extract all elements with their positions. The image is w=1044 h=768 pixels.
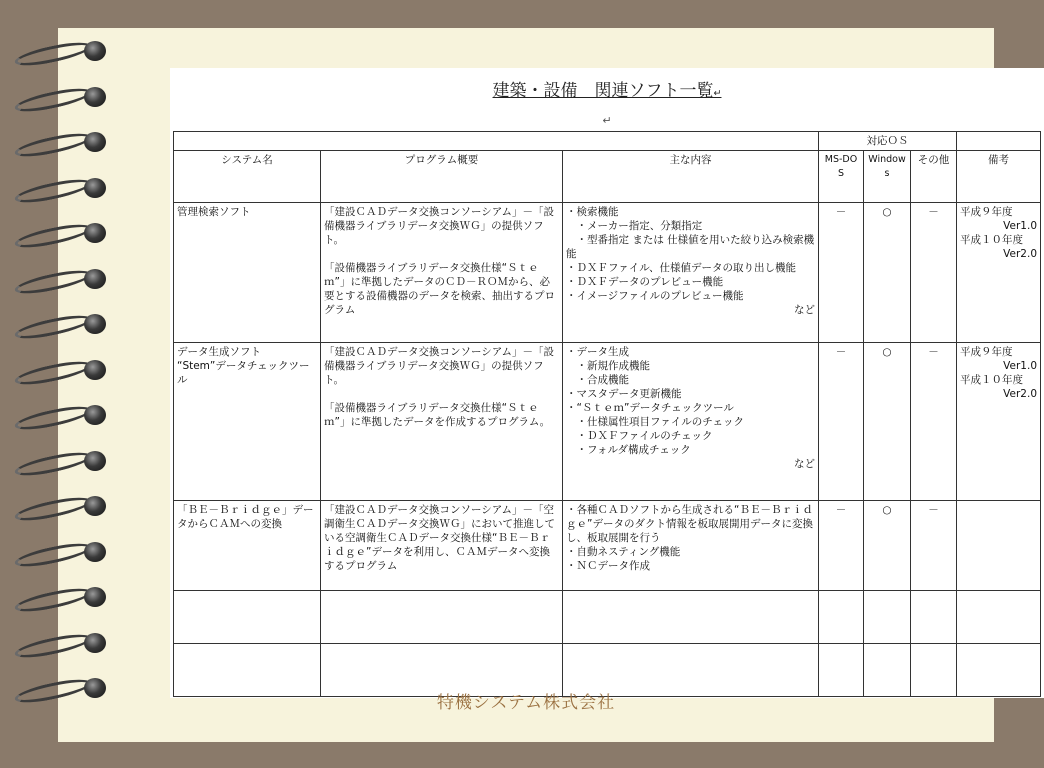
content-line: ・仕様属性項目ファイルのチェック bbox=[566, 416, 744, 428]
content-line: ・“Ｓｔｅｍ”データチェックツール bbox=[566, 402, 734, 414]
ring-hole bbox=[84, 542, 106, 562]
content-etc: など bbox=[794, 458, 815, 470]
content-line: ・ＤＸＦデータのプレビュー機能 bbox=[566, 276, 724, 288]
summary-line bbox=[324, 247, 559, 261]
empty-cell bbox=[864, 591, 911, 644]
content-line: ・検索機能 bbox=[566, 206, 619, 218]
remarks-cell bbox=[957, 501, 1041, 591]
company-name: 特機システム株式会社 bbox=[436, 693, 616, 713]
binding-ring bbox=[14, 313, 110, 335]
system-name-line: “Stem”データチェックツール bbox=[177, 360, 310, 386]
summary-line: 「建設ＣＡＤデータ交換コンソーシアム」－「設備機器ライブラリデータ交換ＷＧ」の提供ソフト。 bbox=[324, 346, 555, 386]
summary-line: 「設備機器ライブラリデータ交換仕様“Ｓｔｅｍ”」に準拠したデータを作成するプログラム。 bbox=[324, 402, 551, 428]
remarks-line: 平成９年度 bbox=[960, 346, 1013, 358]
binding-ring bbox=[14, 86, 110, 108]
empty-cell bbox=[911, 591, 957, 644]
content-etc: など bbox=[794, 304, 815, 316]
remarks-cell bbox=[957, 203, 1041, 343]
remarks-cell bbox=[957, 343, 1041, 501]
ring-hole bbox=[84, 405, 106, 425]
remarks-line: Ver2.0 bbox=[1003, 388, 1037, 400]
system-name-cell bbox=[174, 203, 321, 343]
binding-ring bbox=[14, 177, 110, 199]
other-support-cell: － bbox=[911, 343, 957, 501]
ring-hole bbox=[84, 132, 106, 152]
summary-line bbox=[324, 429, 559, 443]
header-main-content: 主な内容 bbox=[563, 151, 819, 203]
content-line: ・ＤＸＦファイルのチェック bbox=[566, 430, 713, 442]
empty-cell bbox=[957, 591, 1041, 644]
os-group-header-row bbox=[174, 132, 1041, 151]
remarks-line: 平成９年度 bbox=[960, 206, 1013, 218]
blank-line-mark: ↵ bbox=[602, 114, 612, 127]
binding-ring bbox=[14, 450, 110, 472]
ring-hole bbox=[84, 223, 106, 243]
system-name-line: データ生成ソフト bbox=[177, 346, 261, 358]
content-line: ・マスタデータ更新機能 bbox=[566, 388, 682, 400]
remarks-line: Ver1.0 bbox=[1003, 360, 1037, 372]
content-line: ・新規作成機能 bbox=[566, 360, 650, 372]
program-summary-cell bbox=[321, 203, 563, 343]
blank-header-cell bbox=[174, 132, 819, 151]
document-title bbox=[170, 76, 1044, 101]
ring-hole bbox=[84, 269, 106, 289]
remarks-line: Ver1.0 bbox=[1003, 220, 1037, 232]
binding-ring bbox=[14, 677, 110, 699]
windows-support-cell: ○ bbox=[864, 203, 911, 343]
msdos-support-cell: － bbox=[819, 203, 864, 343]
binding-ring bbox=[14, 586, 110, 608]
summary-line bbox=[324, 387, 559, 401]
binding-ring bbox=[14, 268, 110, 290]
ring-hole bbox=[84, 41, 106, 61]
other-support-cell: － bbox=[911, 501, 957, 591]
system-name-line bbox=[177, 387, 317, 401]
header-other: その他 bbox=[911, 151, 957, 203]
content-line: ・自動ネスティング機能 bbox=[566, 546, 681, 558]
system-name-line: 管理検索ソフト bbox=[177, 206, 251, 218]
empty-cell bbox=[563, 591, 819, 644]
windows-support-cell: ○ bbox=[864, 501, 911, 591]
binding-ring bbox=[14, 404, 110, 426]
ring-hole bbox=[84, 314, 106, 334]
ring-hole bbox=[84, 633, 106, 653]
ring-hole bbox=[84, 587, 106, 607]
header-system-name: システム名 bbox=[174, 151, 321, 203]
binding-ring bbox=[14, 495, 110, 517]
content-line: ・フォルダ構成チェック bbox=[566, 444, 691, 456]
empty-row bbox=[174, 591, 1041, 644]
table-row bbox=[174, 343, 1041, 501]
ring-hole bbox=[84, 87, 106, 107]
content-line: ・イメージファイルのプレビュー機能 bbox=[566, 290, 744, 302]
table-row bbox=[174, 203, 1041, 343]
content-line: ・各種ＣＡＤソフトから生成される“ＢＥ－Ｂｒｉｄｇｅ”データのダクト情報を板取展開用データに変換し、板取展開を行う bbox=[566, 504, 813, 544]
blank-header-cell bbox=[957, 132, 1041, 151]
empty-cell bbox=[174, 591, 321, 644]
title-text: 建築・設備 関連ソフト一覧 bbox=[492, 81, 714, 101]
binding-ring bbox=[14, 359, 110, 381]
table-row bbox=[174, 501, 1041, 591]
msdos-support-cell: － bbox=[819, 501, 864, 591]
remarks-line: 平成１０年度 bbox=[960, 374, 1023, 386]
msdos-support-cell: － bbox=[819, 343, 864, 501]
header-program-summary: プログラム概要 bbox=[321, 151, 563, 203]
content-line: ・型番指定 または 仕様値を用いた絞り込み検索機能 bbox=[566, 234, 815, 260]
ring-hole bbox=[84, 451, 106, 471]
ring-hole bbox=[84, 496, 106, 516]
document-sheet bbox=[170, 68, 1044, 698]
remarks-line: 平成１０年度 bbox=[960, 234, 1023, 246]
empty-cell bbox=[819, 591, 864, 644]
binding-ring bbox=[14, 632, 110, 654]
header-msdos: MS-DOS bbox=[819, 151, 864, 203]
content-line: ・ＮＣデータ作成 bbox=[566, 560, 650, 572]
binding-ring bbox=[14, 222, 110, 244]
ring-hole bbox=[84, 678, 106, 698]
content-line: ・合成機能 bbox=[566, 374, 629, 386]
ring-hole bbox=[84, 360, 106, 380]
binding-ring bbox=[14, 541, 110, 563]
summary-line: 「設備機器ライブラリデータ交換仕様“Ｓｔｅｍ”」に準拠したデータのＣＤ－ＲＯＭから、必要とする設備機器のデータを検索、抽出するプログラム bbox=[324, 262, 555, 316]
windows-support-cell: ○ bbox=[864, 343, 911, 501]
os-group-header: 対応ＯＳ bbox=[819, 132, 957, 151]
other-support-cell: － bbox=[911, 203, 957, 343]
notebook-page bbox=[58, 28, 1037, 742]
program-summary-cell bbox=[321, 343, 563, 501]
main-content-cell bbox=[563, 343, 819, 501]
empty-cell bbox=[321, 591, 563, 644]
binding-ring bbox=[14, 40, 110, 62]
software-table bbox=[173, 131, 1041, 697]
system-name-line: 「ＢＥ－Ｂｒｉｄｇｅ」データからＣＡＭへの変換 bbox=[177, 504, 314, 530]
header-windows: Windows bbox=[864, 151, 911, 203]
main-content-cell bbox=[563, 501, 819, 591]
header-remarks: 備考 bbox=[957, 151, 1041, 203]
content-line: ・データ生成 bbox=[566, 346, 629, 358]
title-return-mark: ↵ bbox=[713, 88, 722, 99]
summary-line: 「建設ＣＡＤデータ交換コンソーシアム」－「設備機器ライブラリデータ交換ＷＧ」の提供ソフト。 bbox=[324, 206, 555, 246]
remarks-line: Ver2.0 bbox=[1003, 248, 1037, 260]
content-line: ・メーカー指定、分類指定 bbox=[566, 220, 703, 232]
summary-line: 「建設ＣＡＤデータ交換コンソーシアム」－「空調衛生ＣＡＤデータ交換ＷＧ」において推進している空調衛生ＣＡＤデータ交換仕様“ＢＥ－Ｂｒｉｄｇｅ”データを利用し、ＣＡＭデータへ変換するプログラム bbox=[324, 504, 555, 572]
system-name-cell bbox=[174, 343, 321, 501]
binding-ring bbox=[14, 131, 110, 153]
system-name-cell bbox=[174, 501, 321, 591]
program-summary-cell bbox=[321, 501, 563, 591]
column-header-row bbox=[174, 151, 1041, 203]
ring-hole bbox=[84, 178, 106, 198]
content-line: ・ＤＸＦファイル、仕様値データの取り出し機能 bbox=[566, 262, 796, 274]
main-content-cell bbox=[563, 203, 819, 343]
